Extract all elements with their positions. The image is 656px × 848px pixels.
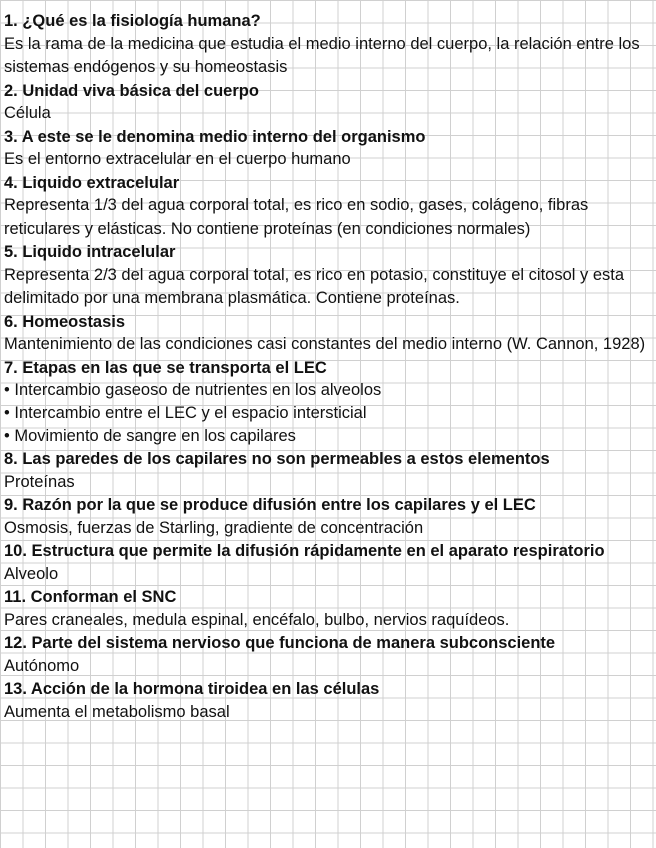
question-2: 2. Unidad viva básica del cuerpo [4, 81, 259, 100]
answer-7-bullet-1: • Intercambio gaseoso de nutrientes en los alveolos [4, 381, 382, 399]
question-3: 3. A este se le denomina medio interno del organismo [4, 127, 426, 146]
question-7: 7. Etapas en las que se transporta el LEC [4, 358, 327, 377]
answer-1: Es la rama de la medicina que estudia el medio interno del cuerpo, la relación entre los sistemas endógenos y su homeostasis [4, 34, 640, 76]
answer-11: Pares craneales, medula espinal, encéfalo, bulbo, nervios raquídeos. [4, 610, 510, 629]
question-13: 13. Acción de la hormona tiroidea en las células [4, 680, 380, 698]
answer-9: Osmosis, fuerzas de Starling, gradiente de concentración [4, 518, 424, 537]
question-5: 5. Liquido intracelular [4, 243, 176, 261]
answer-2: Célula [4, 104, 51, 122]
question-8: 8. Las paredes de los capilares no son permeables a estos elementos [4, 450, 550, 468]
question-9: 9. Razón por la que se produce difusión entre los capilares y el LEC [4, 496, 536, 514]
question-4: 4. Liquido extracelular [4, 173, 180, 192]
question-10: 10. Estructura que permite la difusión rápidamente en el aparato respiratorio [4, 542, 605, 560]
answer-10: Alveolo [4, 564, 59, 583]
answer-13: Aumenta el metabolismo basal [4, 702, 230, 721]
question-1: 1. ¿Qué es la fisiología humana? [4, 12, 261, 30]
answer-3: Es el entorno extracelular en el cuerpo humano [4, 150, 351, 168]
answer-5: Representa 2/3 del agua corporal total, es rico en potasio, constituye el citosol y esta delimitado por una membrana plasmática. Contiene proteínas. [4, 265, 625, 307]
question-11: 11. Conforman el SNC [4, 588, 177, 606]
answer-4: Representa 1/3 del agua corporal total, es rico en sodio, gases, colágeno, fibras reticulares y elásticas. No contiene proteínas (en condiciones normales) [4, 196, 589, 238]
answer-8: Proteínas [4, 472, 75, 491]
question-6: 6. Homeostasis [4, 312, 126, 331]
answer-7-bullet-3: • Movimiento de sangre en los capilares [4, 427, 296, 445]
answer-6: Mantenimiento de las condiciones casi constantes del medio interno (W. Cannon, 1928) [4, 335, 646, 353]
question-12: 12. Parte del sistema nervioso que funciona de manera subconsciente [4, 634, 556, 652]
answer-12: Autónomo [4, 656, 80, 675]
answer-7-bullet-2: • Intercambio entre el LEC y el espacio intersticial [4, 404, 367, 422]
